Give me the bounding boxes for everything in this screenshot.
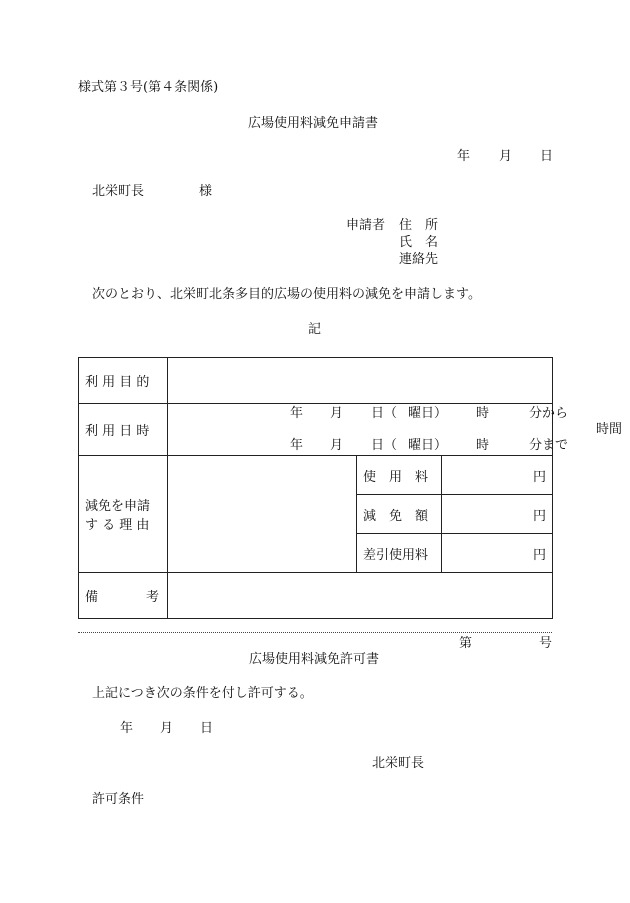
form-number: 様式第３号(第４条関係) xyxy=(78,80,219,95)
permit-title: 広場使用料減免許可書 xyxy=(249,652,380,667)
reason-label-line2: す る 理 由 xyxy=(85,518,150,533)
from-month: 月 xyxy=(330,406,344,421)
date-month: 月 xyxy=(499,149,513,164)
purpose-field[interactable] xyxy=(168,358,553,404)
reason-label-line1: 減免を申請 xyxy=(85,499,151,514)
permit-issuer: 北栄町長 xyxy=(372,756,425,771)
remarks-label xyxy=(79,573,168,619)
datetime-label: 利 用 日 時 xyxy=(79,404,168,456)
diff-field[interactable] xyxy=(442,534,553,573)
from-day: 日（ xyxy=(371,406,398,421)
honorific: 様 xyxy=(199,184,213,199)
permit-date-month: 月 xyxy=(160,721,174,736)
fee-row xyxy=(79,456,553,495)
applicant-contact-label: 連絡先 xyxy=(399,252,439,267)
purpose-label: 利 用 目 的 xyxy=(79,358,168,404)
from-weekday: 曜日） xyxy=(408,406,448,421)
remarks-field[interactable] xyxy=(168,573,553,619)
from-hour: 時 xyxy=(476,406,490,421)
fee-label: 使 用 料 xyxy=(357,456,442,495)
application-statement: 次のとおり、北栄町北条多目的広場の使用料の減免を申請します。 xyxy=(92,287,481,302)
ki-marker: 記 xyxy=(308,322,322,337)
hours-label: 時間 xyxy=(596,422,623,437)
datetime-field[interactable] xyxy=(168,404,623,456)
document-title: 広場使用料減免申請書 xyxy=(248,116,379,131)
to-weekday: 曜日） xyxy=(408,438,448,453)
to-minute: 分まで xyxy=(529,438,569,453)
date-year: 年 xyxy=(457,149,471,164)
diff-label: 差引使用料 xyxy=(357,534,442,573)
remarks-row xyxy=(79,573,553,619)
application-table xyxy=(78,357,623,619)
reason-label xyxy=(79,456,168,573)
purpose-row xyxy=(79,358,553,404)
to-year: 年 xyxy=(290,438,304,453)
from-year: 年 xyxy=(290,406,304,421)
discount-field[interactable] xyxy=(442,495,553,534)
to-hour: 時 xyxy=(476,438,490,453)
remarks-label-a: 備 xyxy=(85,590,99,605)
permit-statement: 上記につき次の条件を付し許可する。 xyxy=(92,686,313,701)
to-day: 日（ xyxy=(371,438,398,453)
remarks-label-b: 考 xyxy=(145,590,159,605)
diff-unit: 円 xyxy=(533,547,547,563)
fee-field[interactable] xyxy=(442,456,553,495)
datetime-row xyxy=(79,404,553,456)
from-minute: 分から xyxy=(529,406,569,421)
applicant-address-label: 住 所 xyxy=(399,218,439,233)
applicant-name-label: 氏 名 xyxy=(399,235,439,250)
permit-number-go: 号 xyxy=(539,636,553,651)
permit-number-dai: 第 xyxy=(459,636,473,651)
addressee: 北栄町長 xyxy=(92,184,145,199)
permit-date-day: 日 xyxy=(200,721,214,736)
applicant-label: 申請者 xyxy=(346,218,386,233)
reason-field[interactable] xyxy=(168,456,357,573)
permit-date-year: 年 xyxy=(120,721,134,736)
permit-conditions-label: 許可条件 xyxy=(92,792,145,807)
discount-unit: 円 xyxy=(533,508,547,524)
date-day: 日 xyxy=(540,149,554,164)
fee-unit: 円 xyxy=(533,469,547,485)
cut-line xyxy=(78,632,552,633)
discount-label: 減 免 額 xyxy=(357,495,442,534)
to-month: 月 xyxy=(330,438,344,453)
